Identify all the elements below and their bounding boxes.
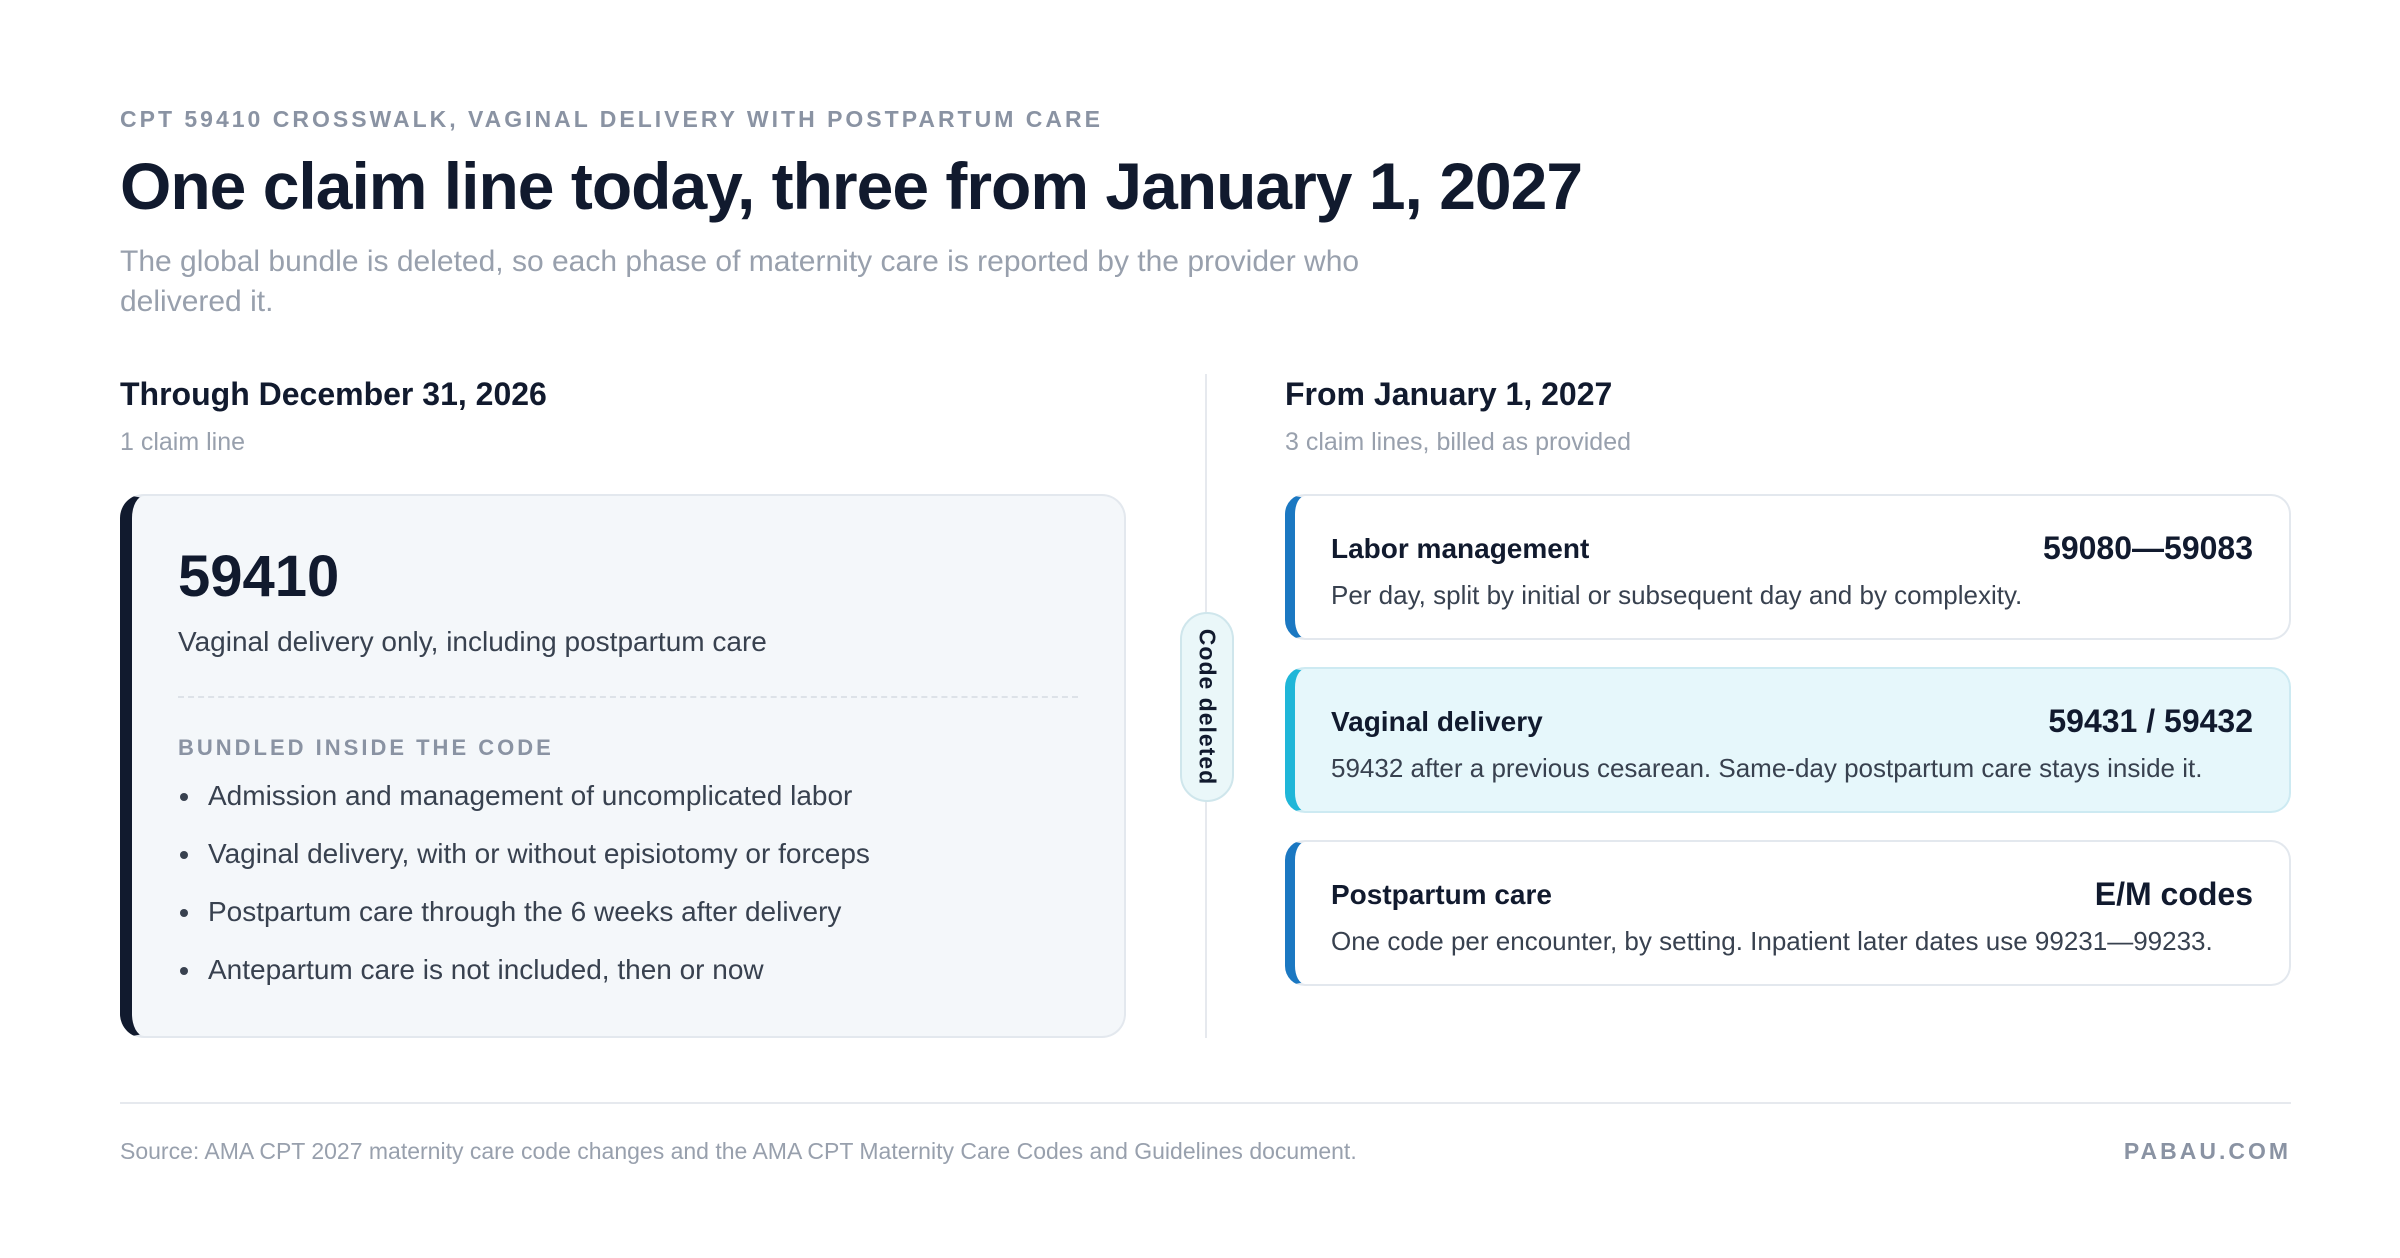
card-description: Per day, split by initial or subsequent day and by complexity. [1331, 580, 2023, 610]
brand-label: PABAU.COM [2123, 1138, 2291, 1164]
card-title: Labor management [1331, 533, 1590, 564]
bundle-item [178, 952, 870, 1010]
card-title: Vaginal delivery [1331, 706, 1543, 737]
footer-divider [120, 1102, 2291, 1104]
bundle-item-text: Postpartum care through the 6 weeks after delivery [208, 896, 842, 927]
bundle-item-text: Vaginal delivery, with or without episiotomy or forceps [208, 838, 870, 869]
old-code-card [120, 494, 1126, 1038]
before-subheading: 1 claim line [120, 428, 246, 456]
vaginal-delivery-card [1285, 667, 2291, 813]
old-code: 59410 [178, 544, 340, 609]
card-code: 59080—59083 [2043, 530, 2253, 566]
before-heading: Through December 31, 2026 [120, 376, 547, 412]
card-description: One code per encounter, by setting. Inpatient later dates use 99231—99233. [1331, 926, 2213, 956]
bundle-item-text: Admission and management of uncomplicated labor [208, 780, 853, 811]
dashed-divider [178, 696, 1078, 698]
card-code: E/M codes [2094, 876, 2253, 912]
page-title: One claim line today, three from January 1, 2027 [120, 149, 1583, 223]
after-heading: From January 1, 2027 [1285, 376, 1613, 412]
after-column [1285, 374, 2291, 956]
card-description: 59432 after a previous cesarean. Same-day postpartum care stays inside it. [1331, 753, 2203, 783]
source-note: Source: AMA CPT 2027 maternity care code changes and the AMA CPT Maternity Care Codes and Guidelines document. [120, 1138, 1357, 1164]
postpartum-care-card [1285, 840, 2291, 986]
code-deleted-pill [1180, 612, 1234, 802]
bundle-label: BUNDLED INSIDE THE CODE [178, 735, 554, 760]
card-title: Postpartum care [1331, 879, 1552, 910]
infographic [120, 104, 2291, 985]
bundle-item-text: Antepartum care is not included, then or now [208, 954, 764, 985]
before-column [120, 374, 1128, 985]
page-subtitle: The global bundle is deleted, so each phase of maternity care is reported by the provider who delivered it. [120, 245, 1360, 318]
after-subheading: 3 claim lines, billed as provided [1285, 428, 1632, 456]
bundle-item [178, 836, 870, 894]
bullet-icon [180, 967, 188, 975]
bundle-item [178, 778, 870, 836]
bullet-icon [180, 909, 188, 917]
old-code-description: Vaginal delivery only, including postpartum care [178, 626, 767, 657]
card-code: 59431 / 59432 [2048, 703, 2253, 739]
bundle-item [178, 894, 870, 952]
bullet-icon [180, 851, 188, 859]
labor-management-card [1285, 494, 2291, 640]
bundle-list [178, 778, 870, 1010]
bullet-icon [180, 793, 188, 801]
comparison-columns [120, 374, 2291, 1054]
eyebrow-label: CPT 59410 CROSSWALK, VAGINAL DELIVERY WITH POSTPARTUM CARE [120, 106, 1103, 132]
code-deleted-label: Code deleted [1194, 628, 1221, 786]
